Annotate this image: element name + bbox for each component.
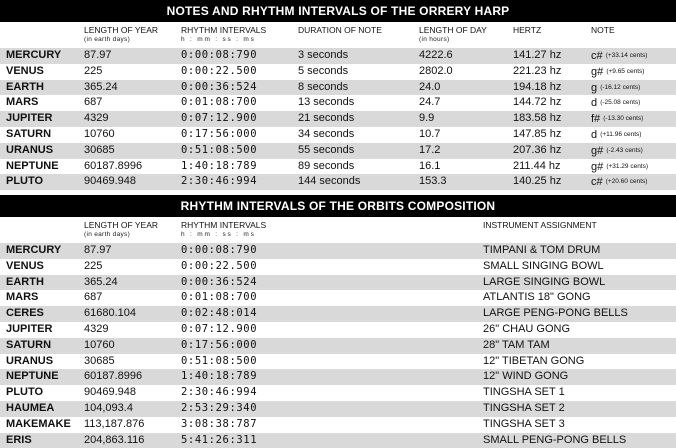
note-cell [591, 64, 644, 80]
instrument-assignment: 12" WIND GONG [483, 370, 569, 383]
table-row [0, 159, 676, 175]
planet-name: HAUMEA [6, 401, 55, 414]
note-cents: (-25.08 cents) [600, 99, 641, 107]
orbits-composition-title: RHYTHM INTERVALS OF THE ORBITS COMPOSITION [0, 195, 676, 217]
table-row [0, 417, 676, 433]
duration-of-note: 21 seconds [298, 112, 355, 125]
hertz-value: 194.18 hz [513, 80, 562, 93]
length-of-year: 60187.8996 [84, 370, 143, 383]
note-cents: (+31.29 cents) [606, 162, 649, 170]
instrument-assignment: ATLANTIS 18" GONG [483, 291, 591, 304]
orbits-composition-table [0, 243, 676, 448]
instrument-assignment: 12" TIBETAN GONG [483, 354, 585, 367]
table-row [0, 174, 676, 190]
length-of-year: 90469.948 [84, 175, 136, 188]
length-of-year: 60187.8996 [84, 159, 143, 172]
table-row [0, 275, 676, 291]
header-rhythm-label: RHYTHM INTERVALS [181, 220, 267, 230]
table-row [0, 354, 676, 370]
length-of-day: 4222.6 [419, 49, 453, 61]
duration-of-note: 55 seconds [298, 143, 355, 156]
orrery-harp-table [0, 48, 676, 190]
length-of-year: 30685 [84, 354, 115, 367]
table-row [0, 143, 676, 159]
rhythm-interval: 0:02:48:014 [181, 307, 258, 320]
table-row [0, 322, 676, 338]
length-of-year: 61680.104 [84, 307, 136, 320]
hertz-value: 221.23 hz [513, 64, 562, 77]
table-row [0, 111, 676, 127]
rhythm-interval: 0:17:56:000 [181, 338, 258, 351]
length-of-year: 204,863.116 [84, 433, 145, 446]
planet-name: NEPTUNE [6, 159, 59, 172]
header-day-label: LENGTH OF DAY [419, 25, 487, 35]
header-day-sub: (in hours) [419, 36, 450, 43]
planet-name: MERCURY [6, 244, 62, 256]
header-rhythm-sub: h : mm : ss : ms [181, 231, 256, 238]
length-of-day: 9.9 [419, 112, 435, 125]
note-cents: (-2.43 cents) [606, 146, 643, 154]
instrument-assignment: TIMPANI & TOM DRUM [483, 244, 601, 256]
note-cell [591, 127, 641, 143]
header-year-label: LENGTH OF YEAR [84, 25, 158, 35]
planet-name: PLUTO [6, 175, 44, 188]
duration-of-note: 8 seconds [298, 80, 349, 93]
note-cell [591, 95, 640, 111]
table-row [0, 306, 676, 322]
length-of-day: 10.7 [419, 127, 441, 140]
instrument-assignment: LARGE SINGING BOWL [483, 275, 606, 288]
rhythm-interval: 0:00:36:524 [181, 80, 258, 93]
note-name: d [591, 97, 598, 110]
rhythm-interval: 5:41:26:311 [181, 433, 258, 446]
note-cents: (-13.30 cents) [603, 115, 644, 123]
planet-name: MAKEMAKE [6, 417, 71, 430]
length-of-year: 365.24 [84, 80, 118, 93]
length-of-year: 30685 [84, 143, 115, 156]
hertz-value: 147.85 hz [513, 127, 562, 140]
length-of-day: 153.3 [419, 175, 447, 188]
table-row [0, 80, 676, 96]
hertz-value: 211.44 hz [513, 159, 561, 172]
length-of-day: 17.2 [419, 143, 441, 156]
table-row [0, 401, 676, 417]
rhythm-interval: 0:00:22.500 [181, 259, 258, 272]
instrument-assignment: 28" TAM TAM [483, 338, 550, 351]
rhythm-interval: 0:01:08:700 [181, 291, 258, 304]
rhythm-interval: 1:40:18:789 [181, 370, 258, 383]
instrument-assignment: TINGSHA SET 2 [483, 401, 565, 414]
length-of-day: 24.7 [419, 96, 441, 109]
header-hertz [513, 25, 541, 35]
length-of-day: 2802.0 [419, 64, 453, 77]
planet-name: SATURN [6, 338, 52, 351]
duration-of-note: 89 seconds [298, 159, 355, 172]
note-name: g# [591, 65, 604, 78]
header-year-label: LENGTH OF YEAR [84, 220, 158, 230]
header-rhythm-intervals [181, 220, 266, 239]
length-of-day: 24.0 [419, 80, 441, 93]
table-row [0, 243, 676, 259]
planet-name: JUPITER [6, 112, 53, 125]
hertz-value: 141.27 hz [513, 49, 562, 61]
note-cell [591, 143, 643, 159]
header-hertz-label: HERTZ [513, 25, 542, 35]
table-row [0, 95, 676, 111]
rhythm-interval: 0:00:08:790 [181, 49, 258, 61]
note-cents: (+11.96 cents) [600, 130, 642, 138]
hertz-value: 140.25 hz [513, 175, 562, 188]
length-of-year: 687 [84, 291, 103, 304]
rhythm-interval: 3:08:38:787 [181, 417, 258, 430]
header-instrument [483, 220, 597, 230]
orrery-harp-header-row [0, 25, 676, 47]
rhythm-interval: 0:00:22.500 [181, 64, 258, 77]
rhythm-interval: 2:53:29:340 [181, 401, 258, 414]
note-cents: (+20.60 cents) [605, 178, 648, 186]
rhythm-interval: 0:51:08:500 [181, 354, 258, 367]
instrument-assignment: SMALL SINGING BOWL [483, 259, 604, 272]
planet-name: VENUS [6, 259, 44, 272]
length-of-year: 10760 [84, 338, 115, 351]
table-row [0, 433, 676, 448]
instrument-assignment: TINGSHA SET 1 [483, 386, 565, 399]
planet-name: MARS [6, 291, 39, 304]
length-of-year: 365.24 [84, 275, 118, 288]
hertz-value: 144.72 hz [513, 96, 562, 109]
note-name: f# [591, 113, 601, 125]
table-row [0, 369, 676, 385]
note-cell [591, 159, 648, 175]
note-cell [591, 111, 643, 127]
rhythm-interval: 0:51:08:500 [181, 143, 258, 156]
orrery-harp-title: NOTES AND RHYTHM INTERVALS OF THE ORRERY HARP [0, 0, 676, 22]
duration-of-note: 3 seconds [298, 49, 349, 61]
header-rhythm-label: RHYTHM INTERVALS [181, 25, 267, 35]
rhythm-interval: 0:00:36:524 [181, 275, 258, 288]
note-name: g# [591, 144, 604, 157]
hertz-value: 183.58 hz [513, 112, 562, 125]
planet-name: EARTH [6, 80, 44, 93]
planet-name: VENUS [6, 64, 44, 77]
instrument-assignment: 26" CHAU GONG [483, 322, 571, 335]
note-cell [591, 174, 647, 190]
length-of-year: 113,187.876 [84, 417, 145, 430]
length-of-year: 90469.948 [84, 386, 136, 399]
length-of-year: 104,093.4 [84, 401, 133, 414]
rhythm-interval: 0:00:08:790 [181, 244, 258, 256]
table-row [0, 64, 676, 80]
length-of-day: 16.1 [419, 159, 441, 172]
instrument-assignment: TINGSHA SET 3 [483, 417, 565, 430]
orbits-composition-header-row [0, 220, 676, 242]
length-of-year: 10760 [84, 127, 115, 140]
planet-name: MARS [6, 96, 39, 109]
header-note-label: NOTE [591, 25, 615, 35]
note-cents: (+33.14 cents) [605, 52, 648, 59]
length-of-year: 87.97 [84, 49, 112, 61]
length-of-year: 4329 [84, 322, 109, 335]
note-name: g [591, 81, 598, 94]
planet-name: URANUS [6, 354, 54, 367]
note-cell [591, 48, 647, 64]
table-row [0, 338, 676, 354]
planet-name: PLUTO [6, 386, 44, 399]
table-row [0, 127, 676, 143]
rhythm-interval: 1:40:18:789 [181, 159, 258, 172]
header-year-sub: (in earth days) [84, 36, 131, 43]
header-note [591, 25, 615, 35]
header-year-sub: (in earth days) [84, 231, 131, 238]
note-name: c# [591, 49, 603, 62]
note-cents: (-16.12 cents) [600, 83, 641, 91]
instrument-assignment: SMALL PENG-PONG BELLS [483, 433, 627, 446]
planet-name: URANUS [6, 143, 54, 156]
rhythm-interval: 2:30:46:994 [181, 175, 258, 188]
planet-name: ERIS [6, 433, 32, 446]
note-cents: (+9.65 cents) [606, 67, 645, 75]
duration-of-note: 13 seconds [298, 96, 355, 109]
header-length-of-day [419, 25, 487, 44]
hertz-value: 207.36 hz [513, 143, 562, 156]
header-rhythm-intervals [181, 25, 266, 44]
length-of-year: 225 [84, 259, 103, 272]
header-duration [298, 25, 382, 35]
planet-name: SATURN [6, 127, 52, 140]
header-duration-label: DURATION OF NOTE [298, 25, 382, 35]
rhythm-interval: 2:30:46:994 [181, 386, 258, 399]
length-of-year: 225 [84, 64, 103, 77]
table-row [0, 48, 676, 64]
planet-name: JUPITER [6, 322, 53, 335]
table-row [0, 259, 676, 275]
instrument-assignment: LARGE PENG-PONG BELLS [483, 307, 628, 320]
note-name: d [591, 128, 598, 141]
rhythm-interval: 0:17:56:000 [181, 127, 258, 140]
planet-name: EARTH [6, 275, 44, 288]
planet-name: NEPTUNE [6, 370, 59, 383]
header-instrument-label: INSTRUMENT ASSIGNMENT [483, 220, 597, 230]
duration-of-note: 34 seconds [298, 127, 355, 140]
note-name: g# [591, 160, 604, 173]
rhythm-interval: 0:01:08:700 [181, 96, 258, 109]
length-of-year: 4329 [84, 112, 109, 125]
duration-of-note: 144 seconds [298, 175, 361, 188]
note-name: c# [591, 176, 603, 189]
planet-name: MERCURY [6, 49, 62, 61]
table-row [0, 385, 676, 401]
rhythm-interval: 0:07:12.900 [181, 112, 258, 125]
length-of-year: 687 [84, 96, 103, 109]
table-row [0, 290, 676, 306]
duration-of-note: 5 seconds [298, 64, 349, 77]
header-length-of-year [84, 25, 158, 44]
header-rhythm-sub: h : mm : ss : ms [181, 36, 256, 43]
length-of-year: 87.97 [84, 244, 112, 256]
note-cell [591, 80, 640, 96]
header-length-of-year [84, 220, 158, 239]
planet-name: CERES [6, 307, 44, 320]
rhythm-interval: 0:07:12.900 [181, 322, 258, 335]
